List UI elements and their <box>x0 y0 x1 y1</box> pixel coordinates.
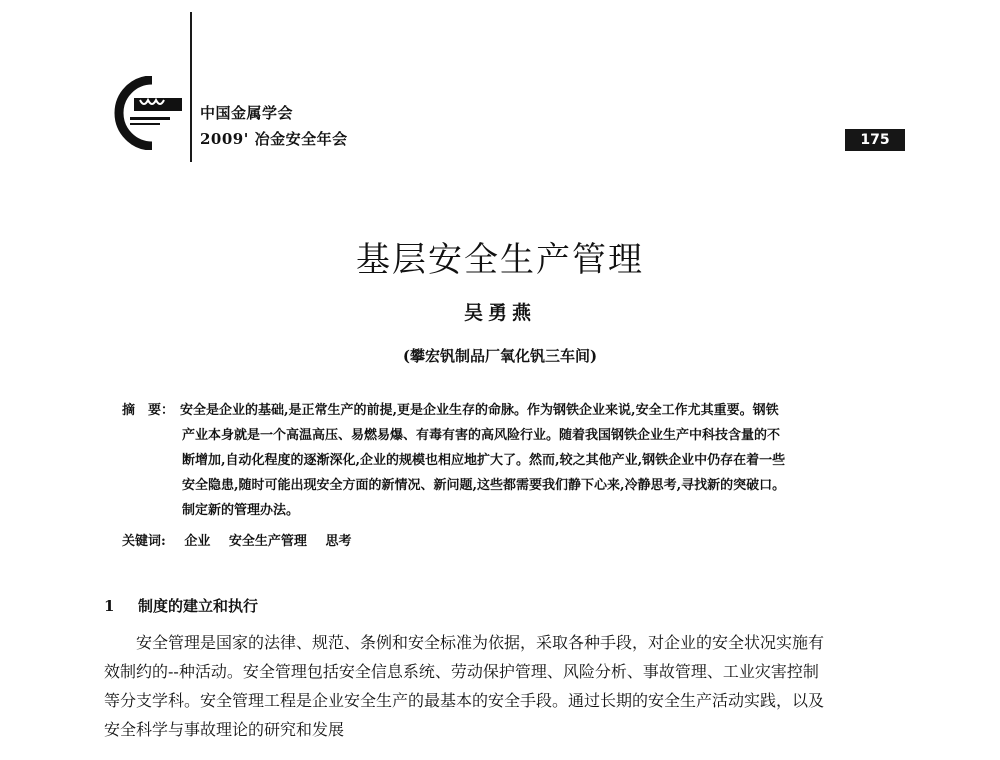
section-heading <box>104 595 258 616</box>
conference-name: 2009' 冶金安全年会 <box>200 130 348 148</box>
abstract-label: 摘 要： <box>122 403 175 418</box>
paper-title: 基层安全生产管理 <box>356 240 644 280</box>
org-name: 中国金属学会 <box>200 104 294 122</box>
abstract-text-line-3: 断增加,自动化程度的逐渐深化,企业的规模也相应地扩大了。然而,较之其他产业,钢铁企业中仍存在着一些 <box>182 453 786 468</box>
abstract-block <box>122 398 922 523</box>
body-line-2: 效制约的--种活动。安全管理包括安全信息系统、劳动保护管理、风险分析、事故管理、工业灾害控制 <box>104 662 819 681</box>
keyword-item: 安全生产管理 <box>228 534 307 549</box>
keyword-item: 思考 <box>325 534 352 549</box>
header-org <box>200 100 348 152</box>
section-number: 1 <box>104 597 115 615</box>
abstract-text-line-5: 制定新的管理办法。 <box>182 503 300 518</box>
header-divider-line <box>190 12 192 162</box>
paper-author: 吴勇燕 <box>463 302 536 324</box>
keywords-block <box>122 530 365 549</box>
abstract-text-line-2: 产业本身就是一个高温高压、易燃易爆、有毒有害的高风险行业。随着我国钢铁企业生产中科技含量的不 <box>182 428 781 443</box>
keyword-item: 企业 <box>184 534 211 549</box>
paper-affiliation: (攀宏钒制品厂氧化钒三车间) <box>402 347 598 365</box>
keywords-label: 关键词: <box>122 534 166 549</box>
abstract-line <box>122 398 922 423</box>
page-number-badge: 175 <box>845 129 905 151</box>
abstract-text-line-1: 安全是企业的基础,是正常生产的前提,更是企业生存的命脉。作为钢铁企业来说,安全工作尤其重要。钢铁 <box>180 403 779 418</box>
section-title: 制度的建立和执行 <box>138 597 259 615</box>
society-logo-icon <box>112 76 186 150</box>
abstract-text-line-4: 安全隐患,随时可能出现安全方面的新情况、新问题,这些都需要我们静下心来,冷静思考,寻找新的突破口。 <box>182 478 786 493</box>
body-line-3: 等分支学科。安全管理工程是企业安全生产的最基本的安全手段。通过长期的安全生产活动实践，以及 <box>104 691 825 710</box>
body-line-1: 安全管理是国家的法律、规范、条例和安全标准为依据，采取各种手段，对企业的安全状况实施有 <box>136 633 825 652</box>
body-line-4: 安全科学与事故理论的研究和发展 <box>104 720 345 739</box>
section-body <box>104 628 924 744</box>
